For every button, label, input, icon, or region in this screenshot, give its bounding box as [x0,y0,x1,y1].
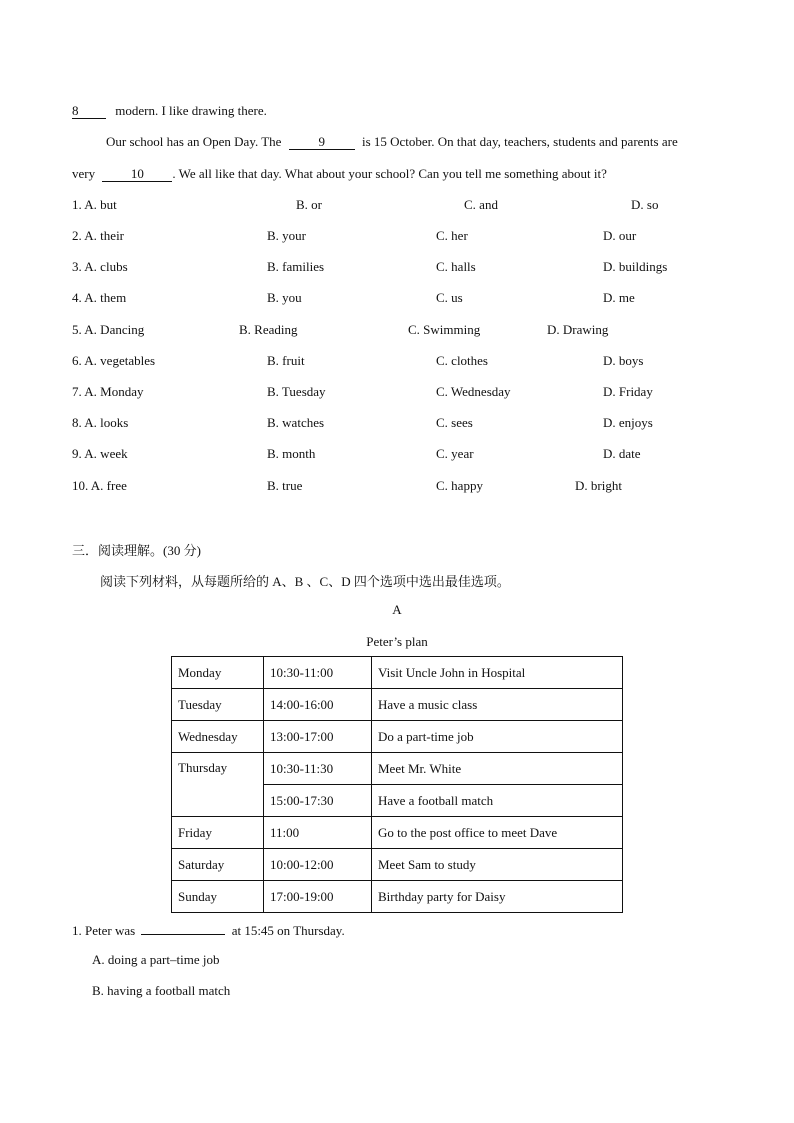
activity-cell: Have a music class [372,689,623,721]
table-row [172,657,623,689]
day-cell: Saturday [172,849,264,881]
question-10-option-a[interactable]: 10. A. free [72,478,127,493]
table-row [172,753,623,785]
question-1-option-c[interactable]: C. and [464,197,498,212]
question-7-option-b[interactable]: B. Tuesday [267,384,326,399]
question-5-option-b[interactable]: B. Reading [239,322,298,337]
question-4-option-a[interactable]: 4. A. them [72,290,127,305]
time-cell: 14:00-16:00 [264,689,372,721]
question-8-option-d[interactable]: D. enjoys [603,415,653,430]
question-2-option-a[interactable]: 2. A. their [72,228,125,243]
activity-cell: Meet Sam to study [372,849,623,881]
question-6-option-d[interactable]: D. boys [603,353,644,368]
reading-option-b[interactable]: B. having a football match [92,983,231,998]
day-cell: Monday [172,657,264,689]
reading-question-1 [72,920,345,939]
question-9-option-c[interactable]: C. year [436,446,474,461]
question-6-option-c[interactable]: C. clothes [436,353,488,368]
question-2-option-b[interactable]: B. your [267,228,306,243]
question-2-option-d[interactable]: D. our [603,228,637,243]
passage-line-2-end: is 15 October. On that day, teachers, students and parents are [361,134,678,149]
question-9-option-b[interactable]: B. month [267,446,316,461]
answer-blank [141,920,225,935]
question-1-option-a[interactable]: 1. A. but [72,197,117,212]
day-cell: Sunday [172,881,264,913]
question-5-option-c[interactable]: C. Swimming [408,322,481,337]
question-8-option-a[interactable]: 8. A. looks [72,415,129,430]
section-instruction: 阅读下列材料，从每题所给的 A、B 、C、D 四个选项中选出最佳选项。 [100,574,510,589]
plan-table [171,656,623,913]
question-7-option-c[interactable]: C. Wednesday [436,384,511,399]
time-cell: 10:30-11:30 [264,753,372,785]
question-stem-start: 1. Peter was [72,923,136,938]
question-3-option-d[interactable]: D. buildings [603,259,668,274]
time-cell: 11:00 [264,817,372,849]
question-10-option-b[interactable]: B. true [267,478,303,493]
question-6-option-b[interactable]: B. fruit [267,353,305,368]
question-10-option-d[interactable]: D. bright [575,478,622,493]
passage-line-2-start: Our school has an Open Day. The [106,134,282,149]
question-3-option-a[interactable]: 3. A. clubs [72,259,128,274]
table-row [172,689,623,721]
activity-cell: Have a football match [372,785,623,817]
activity-cell: Go to the post office to meet Dave [372,817,623,849]
activity-cell: Do a part-time job [372,721,623,753]
question-6-option-a[interactable]: 6. A. vegetables [72,353,156,368]
time-cell: 10:30-11:00 [264,657,372,689]
question-5-option-d[interactable]: D. Drawing [547,322,609,337]
time-cell: 17:00-19:00 [264,881,372,913]
activity-cell: Visit Uncle John in Hospital [372,657,623,689]
time-cell: 10:00-12:00 [264,849,372,881]
table-row [172,817,623,849]
passage-line-3 [72,166,607,182]
section-heading: 三．阅读理解。(30 分) [72,543,201,558]
passage-line-1 [72,103,267,119]
activity-cell: Birthday party for Daisy [372,881,623,913]
part-label: A [392,602,402,617]
passage-line-3-end: . We all like that day. What about your school? Can you tell me something about it? [172,166,607,181]
table-title: Peter’s plan [366,634,428,649]
question-4-option-d[interactable]: D. me [603,290,635,305]
blank-10: 10 [102,167,172,182]
activity-cell: Meet Mr. White [372,753,623,785]
day-cell: Wednesday [172,721,264,753]
question-3-option-c[interactable]: C. halls [436,259,476,274]
question-1-option-b[interactable]: B. or [296,197,322,212]
time-cell: 15:00-17:30 [264,785,372,817]
blank-9: 9 [289,135,355,150]
question-9-option-a[interactable]: 9. A. week [72,446,128,461]
question-8-option-b[interactable]: B. watches [267,415,325,430]
question-stem-end: at 15:45 on Thursday. [231,923,345,938]
day-cell: Friday [172,817,264,849]
table-row [172,849,623,881]
question-1-option-d[interactable]: D. so [631,197,659,212]
table-row [172,721,623,753]
passage-line-2 [106,134,678,150]
question-5-option-a[interactable]: 5. A. Dancing [72,322,145,337]
question-10-option-c[interactable]: C. happy [436,478,483,493]
time-cell: 13:00-17:00 [264,721,372,753]
blank-8: 8 [72,104,106,119]
question-2-option-c[interactable]: C. her [436,228,468,243]
day-cell: Tuesday [172,689,264,721]
question-7-option-d[interactable]: D. Friday [603,384,653,399]
question-7-option-a[interactable]: 7. A. Monday [72,384,144,399]
question-9-option-d[interactable]: D. date [603,446,641,461]
question-3-option-b[interactable]: B. families [267,259,325,274]
day-cell: Thursday [172,753,264,817]
reading-option-a[interactable]: A. doing a part–time job [92,952,220,967]
passage-line-3-start: very [72,166,96,181]
question-4-option-b[interactable]: B. you [267,290,302,305]
question-8-option-c[interactable]: C. sees [436,415,473,430]
table-row [172,881,623,913]
question-4-option-c[interactable]: C. us [436,290,463,305]
passage-line-1-text: modern. I like drawing there. [115,103,267,118]
